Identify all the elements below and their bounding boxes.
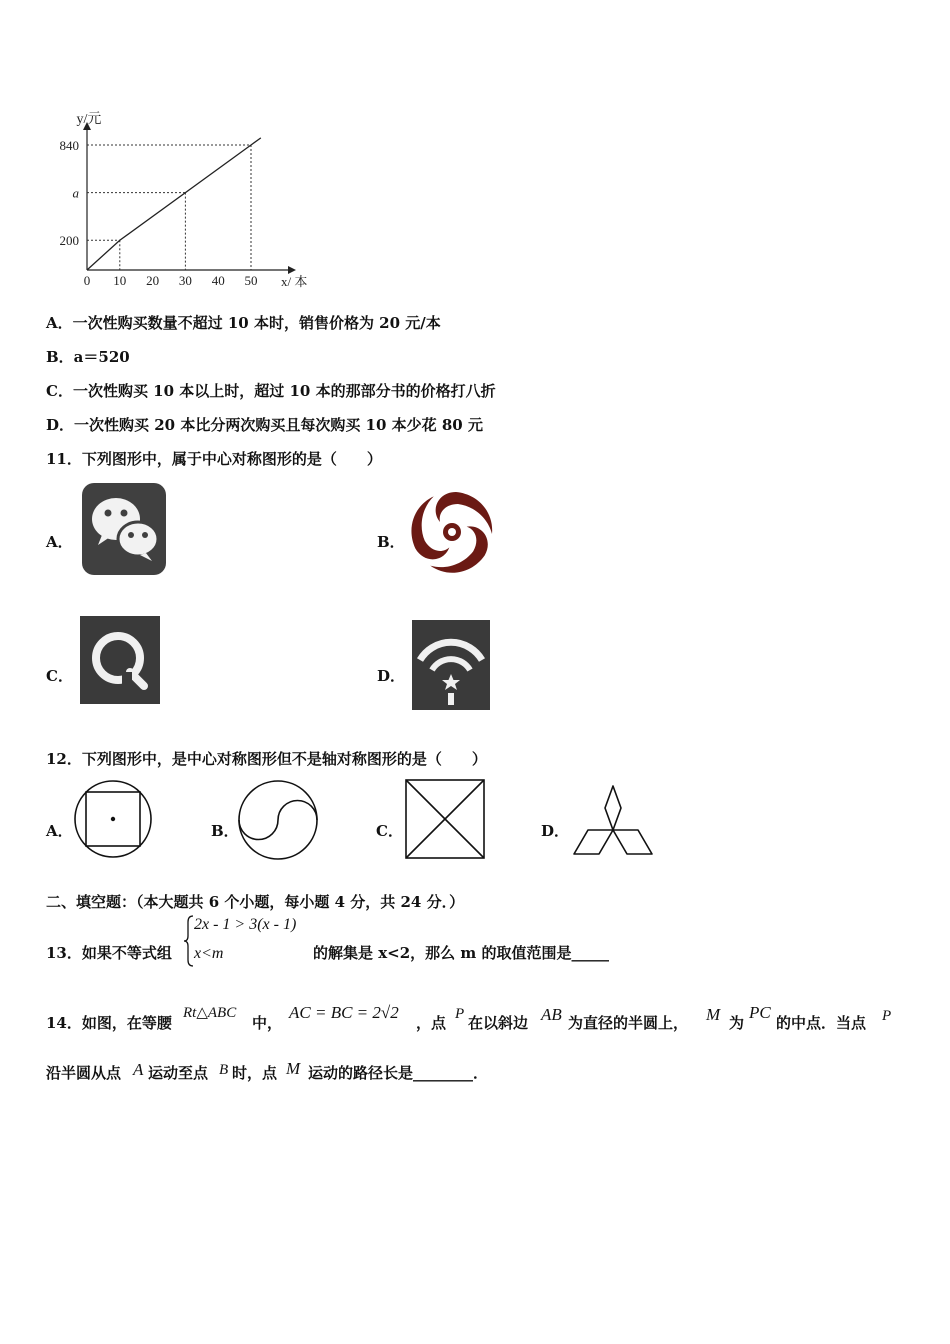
x-tick-label: 20	[146, 273, 160, 288]
square-diagonals-figure	[404, 778, 486, 860]
q14-triangle: Rt△ABC	[183, 1005, 237, 1021]
q14-text-8: 沿半圆从点	[46, 1064, 122, 1082]
q14-text-3: ，点	[416, 1014, 447, 1032]
q14-segment-ab: AB	[541, 1005, 562, 1024]
x-tick-label: 0	[83, 273, 91, 288]
q14-point-b: B	[219, 1062, 229, 1078]
circle-square-figure	[72, 778, 154, 860]
q14-text-11: 运动的路径长是________．	[308, 1064, 489, 1082]
q14-point-m-2: M	[286, 1059, 301, 1078]
q14-text-9: 运动至点	[148, 1064, 209, 1082]
q11-label-d: D．	[377, 667, 406, 685]
x-tick-label: 10	[113, 273, 127, 288]
q12-label-a: A．	[46, 822, 73, 840]
q10-option-c: C．一次性购买 10 本以上时，超过 10 本的那部分书的价格打八折	[46, 382, 496, 400]
q13-inequality-1: 2x - 1 > 3(x - 1)	[194, 916, 297, 933]
q11-label-c: C．	[46, 667, 73, 685]
q12-label-b: B．	[211, 822, 239, 840]
q14-point-m: M	[706, 1005, 721, 1024]
q11-stem: 11．下列图形中，属于中心对称图形的是（ ）	[46, 450, 382, 468]
q14-segment-pc: PC	[749, 1003, 771, 1022]
q12-stem: 12．下列图形中，是中心对称图形但不是轴对称图形的是（ ）	[46, 750, 487, 768]
series-line	[87, 138, 261, 270]
x-tick-label: 30	[178, 273, 192, 288]
q14-point-p: P	[455, 1006, 465, 1022]
wifi-logo-icon	[410, 618, 492, 712]
q11-label-a: A．	[46, 533, 73, 551]
q14-text-5: 为直径的半圆上，	[568, 1014, 689, 1032]
section-heading: 二、填空题：（本大题共 6 个小题，每小题 4 分，共 24 分．）	[46, 893, 465, 911]
x-axis-label: x/ 本	[281, 274, 308, 289]
q13-prefix: 13．如果不等式组	[46, 944, 172, 962]
q10-option-a: A．一次性购买数量不超过 10 本时，销售价格为 20 元/本	[46, 314, 441, 332]
q14-equation: AC = BC = 2√2	[289, 1003, 399, 1022]
q10-option-d: D．一次性购买 20 本比分两次购买且每次购买 10 本少花 80 元	[46, 416, 483, 434]
q14-text-4: 在以斜边	[468, 1014, 529, 1032]
y-tick-label: a	[72, 185, 79, 201]
x-tick-label: 40	[211, 273, 225, 288]
q13-inequality-2: x<m	[194, 945, 224, 962]
q10-option-b: B．a＝520	[46, 348, 130, 366]
search-q-logo-icon	[78, 614, 162, 706]
x-tick-label: 50	[244, 273, 258, 288]
q14-point-a: A	[133, 1060, 144, 1079]
three-rhombus-figure	[570, 784, 656, 858]
q12-label-c: C．	[376, 822, 403, 840]
phoenix-logo-icon	[405, 486, 499, 578]
q14-point-p-2: P	[882, 1008, 892, 1024]
wechat-logo-icon	[80, 481, 168, 577]
q14-text-6: 为	[729, 1014, 745, 1032]
y-axis-label: y/元	[76, 112, 102, 127]
price-chart	[40, 105, 310, 290]
x-axis-arrow	[288, 266, 296, 274]
q11-label-b: B．	[377, 533, 405, 551]
y-tick-label: 840	[59, 138, 79, 154]
q13-suffix: 的解集是 x<2，那么 m 的取值范围是_____	[313, 944, 609, 962]
q14-text-2: 中，	[252, 1014, 283, 1032]
y-tick-label: 200	[59, 233, 79, 249]
q14-text-10: 时，点	[232, 1064, 278, 1082]
q14-text-7: 的中点．当点	[776, 1014, 867, 1032]
q12-label-d: D．	[541, 822, 570, 840]
q14-text-1: 14．如图，在等腰	[46, 1014, 172, 1032]
yin-yang-curve-figure	[236, 778, 320, 862]
